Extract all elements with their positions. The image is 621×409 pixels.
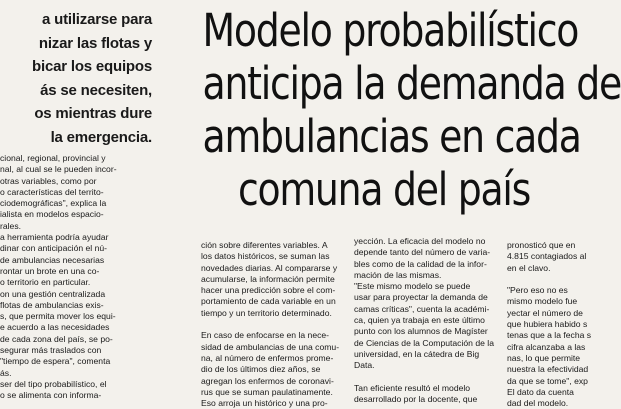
body-line: ciodemográficas", explica la: [0, 198, 107, 209]
body-line: En caso de enfocarse en la nece-: [201, 330, 330, 341]
body-line: mación de las mismas.: [354, 269, 442, 280]
body-line: desarrollado por la docente, que: [354, 394, 478, 405]
body-line: o características del territo-: [0, 186, 104, 197]
paragraph-gap: [354, 372, 504, 383]
body-line: rales.: [0, 220, 22, 231]
body-line: e acuerdo a las necesidades: [0, 322, 110, 333]
body-line: acumularse, la información permite: [201, 273, 335, 284]
body-line: ción sobre diferentes variables. A: [201, 240, 328, 250]
body-line: nas, lo que permite: [507, 352, 581, 363]
body-line: nal, al cual se le pueden incor-: [0, 164, 117, 175]
body-line: de cada zona del país, se po-: [0, 333, 113, 344]
lead-line: os mientras dure: [34, 105, 152, 122]
body-line: Tan eficiente resultó el modelo: [354, 382, 471, 393]
body-line: dio de los últimos diez años, se: [201, 364, 321, 375]
body-line: ser del tipo probabilístico, el: [0, 378, 107, 389]
body-line: los datos históricos, se suman las: [201, 251, 330, 262]
body-line: dinar con anticipación el nú-: [0, 243, 108, 254]
body-column-1: [0, 153, 122, 400]
body-line: universidad, en la cátedra de Big: [354, 348, 480, 359]
body-line: rus que se suman paulatinamente.: [201, 386, 333, 397]
body-line: portamiento de cada variable en un: [201, 296, 336, 307]
body-line: on una gestión centralizada: [0, 288, 106, 299]
body-line: "Pero eso no es: [507, 285, 568, 296]
body-line: o territorio en particular.: [0, 277, 91, 288]
body-line: "Este mismo modelo se puede: [354, 281, 471, 292]
body-column-4: [507, 240, 600, 409]
body-line: que hubiera habido s: [507, 319, 588, 330]
body-line: ca, quien ya trabaja en este último: [354, 315, 485, 326]
lead-line: bicar los equipos: [32, 58, 152, 75]
body-line: yectar el número de: [507, 307, 583, 318]
body-line: tenas que a la fecha s: [507, 330, 592, 341]
body-line: yección. La eficacia del modelo no: [354, 236, 486, 246]
body-line: hacer una predicción sobre el com-: [201, 285, 336, 296]
body-line: segurar más traslados con: [0, 345, 102, 356]
body-line: de Ciencias de la Computación de la: [354, 337, 494, 348]
body-line: 4.815 contagiados al: [507, 251, 587, 262]
body-line: ialista en modelos espacio-: [0, 209, 104, 220]
body-line: dad del modelo.: [507, 398, 569, 409]
body-line: cifra alcanzaba a las: [507, 341, 586, 352]
body-line: en el clavo.: [507, 262, 551, 273]
body-line: mismo modelo fue: [507, 296, 578, 307]
headline-line: Modelo probabilístico: [202, 4, 579, 57]
body-line: El dato da cuenta: [507, 386, 574, 397]
body-line: agregan los enfermos de coronavi-: [201, 375, 334, 386]
body-line: sidad de ambulancias de una comu-: [201, 341, 340, 352]
body-line: otras variables, como por: [0, 175, 97, 186]
body-line: ás.: [0, 367, 12, 378]
lead-line: nizar las flotas y: [38, 34, 152, 52]
paragraph-gap: [507, 274, 600, 285]
intro-lead: [0, 8, 152, 150]
body-line: usar para proyectar la demanda de: [354, 292, 488, 303]
body-column-2: [201, 240, 343, 409]
body-line: novedades diarias. Al compararse y: [201, 262, 338, 273]
body-line: da que se tome", exp: [507, 375, 588, 386]
lead-line: a utilizarse para: [42, 11, 152, 28]
body-line: bles como de la calidad de la infor-: [354, 258, 487, 269]
body-line: de ambulancias necesarias: [0, 254, 105, 265]
headline-line: comuna del país: [237, 163, 531, 216]
body-line: punto con los alumnos de Magíster: [354, 326, 488, 337]
body-line: nuestra la efectividad: [507, 364, 589, 375]
body-line: flotas de ambulancias exis-: [0, 299, 104, 310]
body-line: na, al número de enfermos prome-: [201, 352, 334, 363]
body-line: rontar un brote en una co-: [0, 265, 100, 276]
body-line: cional, regional, provincial y: [0, 153, 106, 163]
body-line: o se alimenta con informa-: [0, 390, 102, 401]
body-line: camas críticas", cuenta la académi-: [354, 303, 490, 314]
paragraph-gap: [201, 319, 343, 330]
body-line: "tiempo de espera", comenta: [0, 356, 111, 367]
body-line: Data.: [354, 360, 375, 371]
body-line: s, que permita mover los equi-: [0, 311, 116, 322]
body-line: depende tanto del número de varia-: [354, 247, 491, 258]
lead-line: la emergencia.: [50, 128, 152, 146]
lead-line: ás se necesiten,: [40, 81, 152, 99]
body-line: pronosticó que en: [507, 240, 576, 250]
article-headline: [168, 4, 621, 226]
headline-line: anticipa la demanda de: [202, 57, 621, 110]
headline-line: ambulancias en cada: [202, 110, 581, 163]
body-line: a herramienta podría ayudar: [0, 232, 109, 243]
body-line: tiempo y un territorio determinado.: [201, 307, 332, 318]
body-column-3: [354, 236, 504, 405]
body-line: Eso arroja un histórico y una pro-: [201, 398, 328, 409]
